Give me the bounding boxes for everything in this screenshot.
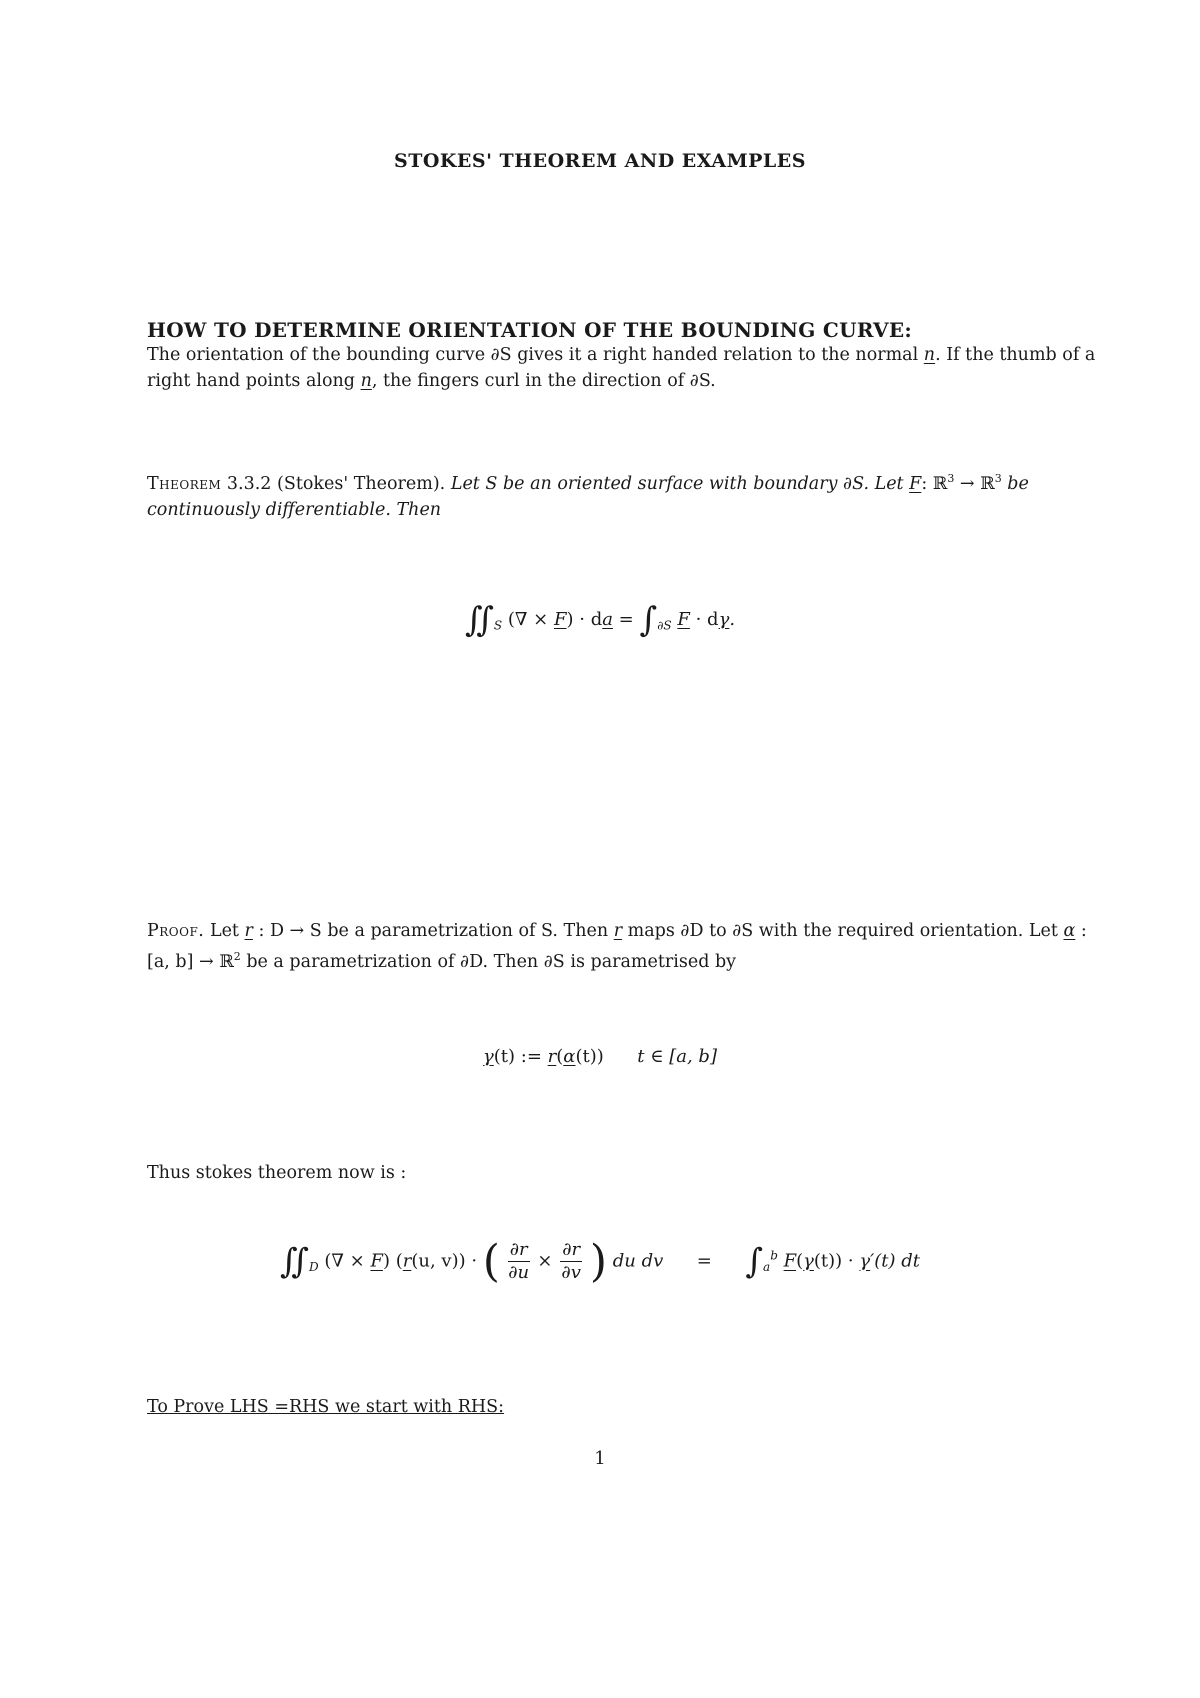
theorem-exp-2: 3 [994, 472, 1002, 485]
to-prove-text: To Prove LHS =RHS we start with RHS: [147, 1397, 505, 1417]
double-integral-sign: ∬ [464, 600, 494, 640]
eq3-F-2: F [783, 1250, 797, 1272]
orientation-paragraph [147, 342, 1097, 394]
eq3-du-dv: du dv [612, 1250, 664, 1272]
theorem-exp-1: 3 [947, 472, 955, 485]
theorem-text-2: be continuously differentiable. Then [147, 473, 1029, 520]
eq2-gamma: γ [483, 1046, 494, 1067]
curl-term: (∇ × [507, 609, 549, 630]
eq3-integral: ∫ [745, 1241, 764, 1282]
proof-paragraph [147, 918, 1097, 975]
line-integral-sign: ∫ [639, 600, 658, 640]
theorem-domain: : ℝ [921, 473, 948, 494]
eq3-paren: ) ( [382, 1250, 403, 1272]
proof-text-5: be a parametrization of ∂D. Then ∂S is parametrised by [240, 951, 737, 972]
orientation-text-1: The orientation of the bounding curve ∂S gives it a right handed relation to the normal [147, 345, 919, 365]
eq3-curl: (∇ × [324, 1250, 365, 1272]
eq2-alpha: α [563, 1046, 576, 1067]
gamma-definition-equation: γ(t) := r(α(t)) t ∈ [a, b] [483, 1046, 717, 1067]
eq3-upper-limit: b [770, 1248, 778, 1263]
partial-r-v-fraction [560, 1239, 582, 1284]
page-title: STOKES' THEOREM AND EXAMPLES [394, 150, 806, 172]
eq3-equals: = [696, 1250, 712, 1272]
eq3-dot: (t)) · [813, 1250, 854, 1272]
theorem-number: 3.3.2 (Stokes' Theorem). [226, 473, 446, 494]
parametrized-stokes-equation: $∬_D$ (∇ × F) (r(u, v)) · ( $\frac{\partial r}{\partial u}$ × $\frac{\partial r}{\partial v}$ ) du dv = $\int_a^b$ F(γ(t)) · γ′(t) dt [280, 1236, 920, 1287]
vector-field-F: F [909, 473, 922, 494]
integral-subscript-S: S [493, 618, 503, 633]
eq1-period: . [729, 609, 736, 630]
proof-text-3: maps ∂D to ∂S with the required orientation. Let [627, 921, 1058, 941]
proof-text-1: Let [209, 921, 239, 941]
proof-text-2: : D → S be a parametrization of S. Then [258, 921, 609, 941]
proof-text-4: : [a, b] → ℝ [147, 921, 1087, 972]
eq2-r: r [547, 1046, 557, 1067]
orientation-text-2: . If the thumb of a right hand points along [147, 345, 1096, 391]
eq3-F: F [370, 1250, 383, 1272]
eq2-arg: (t)) [575, 1046, 604, 1067]
theorem-text-1: Let S be an oriented surface with boundary ∂S. Let [450, 473, 904, 494]
eq3-gamma-2: γ [859, 1250, 871, 1272]
eq3-double-integral: ∬ [280, 1241, 309, 1282]
param-r: r [244, 921, 253, 941]
eq1-gamma: γ [718, 609, 730, 630]
eq1-area-element: a [602, 609, 613, 630]
eq2-domain: t ∈ [a, b] [637, 1046, 717, 1067]
thus-text: Thus stokes theorem now is : [147, 1163, 407, 1183]
eq1-F: F [554, 609, 567, 630]
partial-u-denominator: ∂u [508, 1262, 530, 1283]
page-number: 1 [594, 1448, 606, 1469]
eq3-derivative: ′(t) dt [870, 1250, 920, 1272]
partial-r-numerator-2: ∂r [562, 1239, 581, 1260]
proof-exp: 2 [233, 950, 241, 963]
param-alpha: α [1063, 921, 1076, 941]
normal-vector-n-2: n [360, 371, 372, 391]
eq3-subscript-D: D [308, 1260, 319, 1275]
eq2-assign: (t) := [493, 1046, 548, 1067]
partial-v-denominator: ∂v [561, 1262, 581, 1283]
eq3-gamma: γ [803, 1250, 814, 1272]
theorem-label: Theorem [147, 473, 222, 494]
theorem-statement [147, 466, 1097, 523]
integral-subscript-dS: ∂S [657, 618, 672, 633]
eq1-dot-d-2: · d [689, 609, 719, 630]
theorem-codomain: → ℝ [954, 473, 995, 494]
section-heading: HOW TO DETERMINE ORIENTATION OF THE BOUNDING CURVE: [147, 318, 913, 342]
eq3-lower-limit: a [763, 1260, 771, 1275]
partial-r-u-fraction [508, 1239, 530, 1284]
eq1-equals: = [612, 609, 640, 630]
eq1-F-2: F [677, 609, 690, 630]
eq3-r: r [402, 1250, 412, 1272]
cross-product-symbol: × [537, 1250, 553, 1272]
orientation-text-3: , the fingers curl in the direction of ∂S. [371, 371, 716, 391]
proof-label: Proof. [147, 921, 205, 941]
stokes-equation [0, 600, 1200, 640]
partial-r-numerator: ∂r [509, 1239, 528, 1260]
eq1-dot-d: ) · d [566, 609, 603, 630]
param-r-2: r [613, 921, 623, 941]
normal-vector-n: n [923, 345, 936, 365]
eq3-uv: (u, v)) · [411, 1250, 478, 1272]
